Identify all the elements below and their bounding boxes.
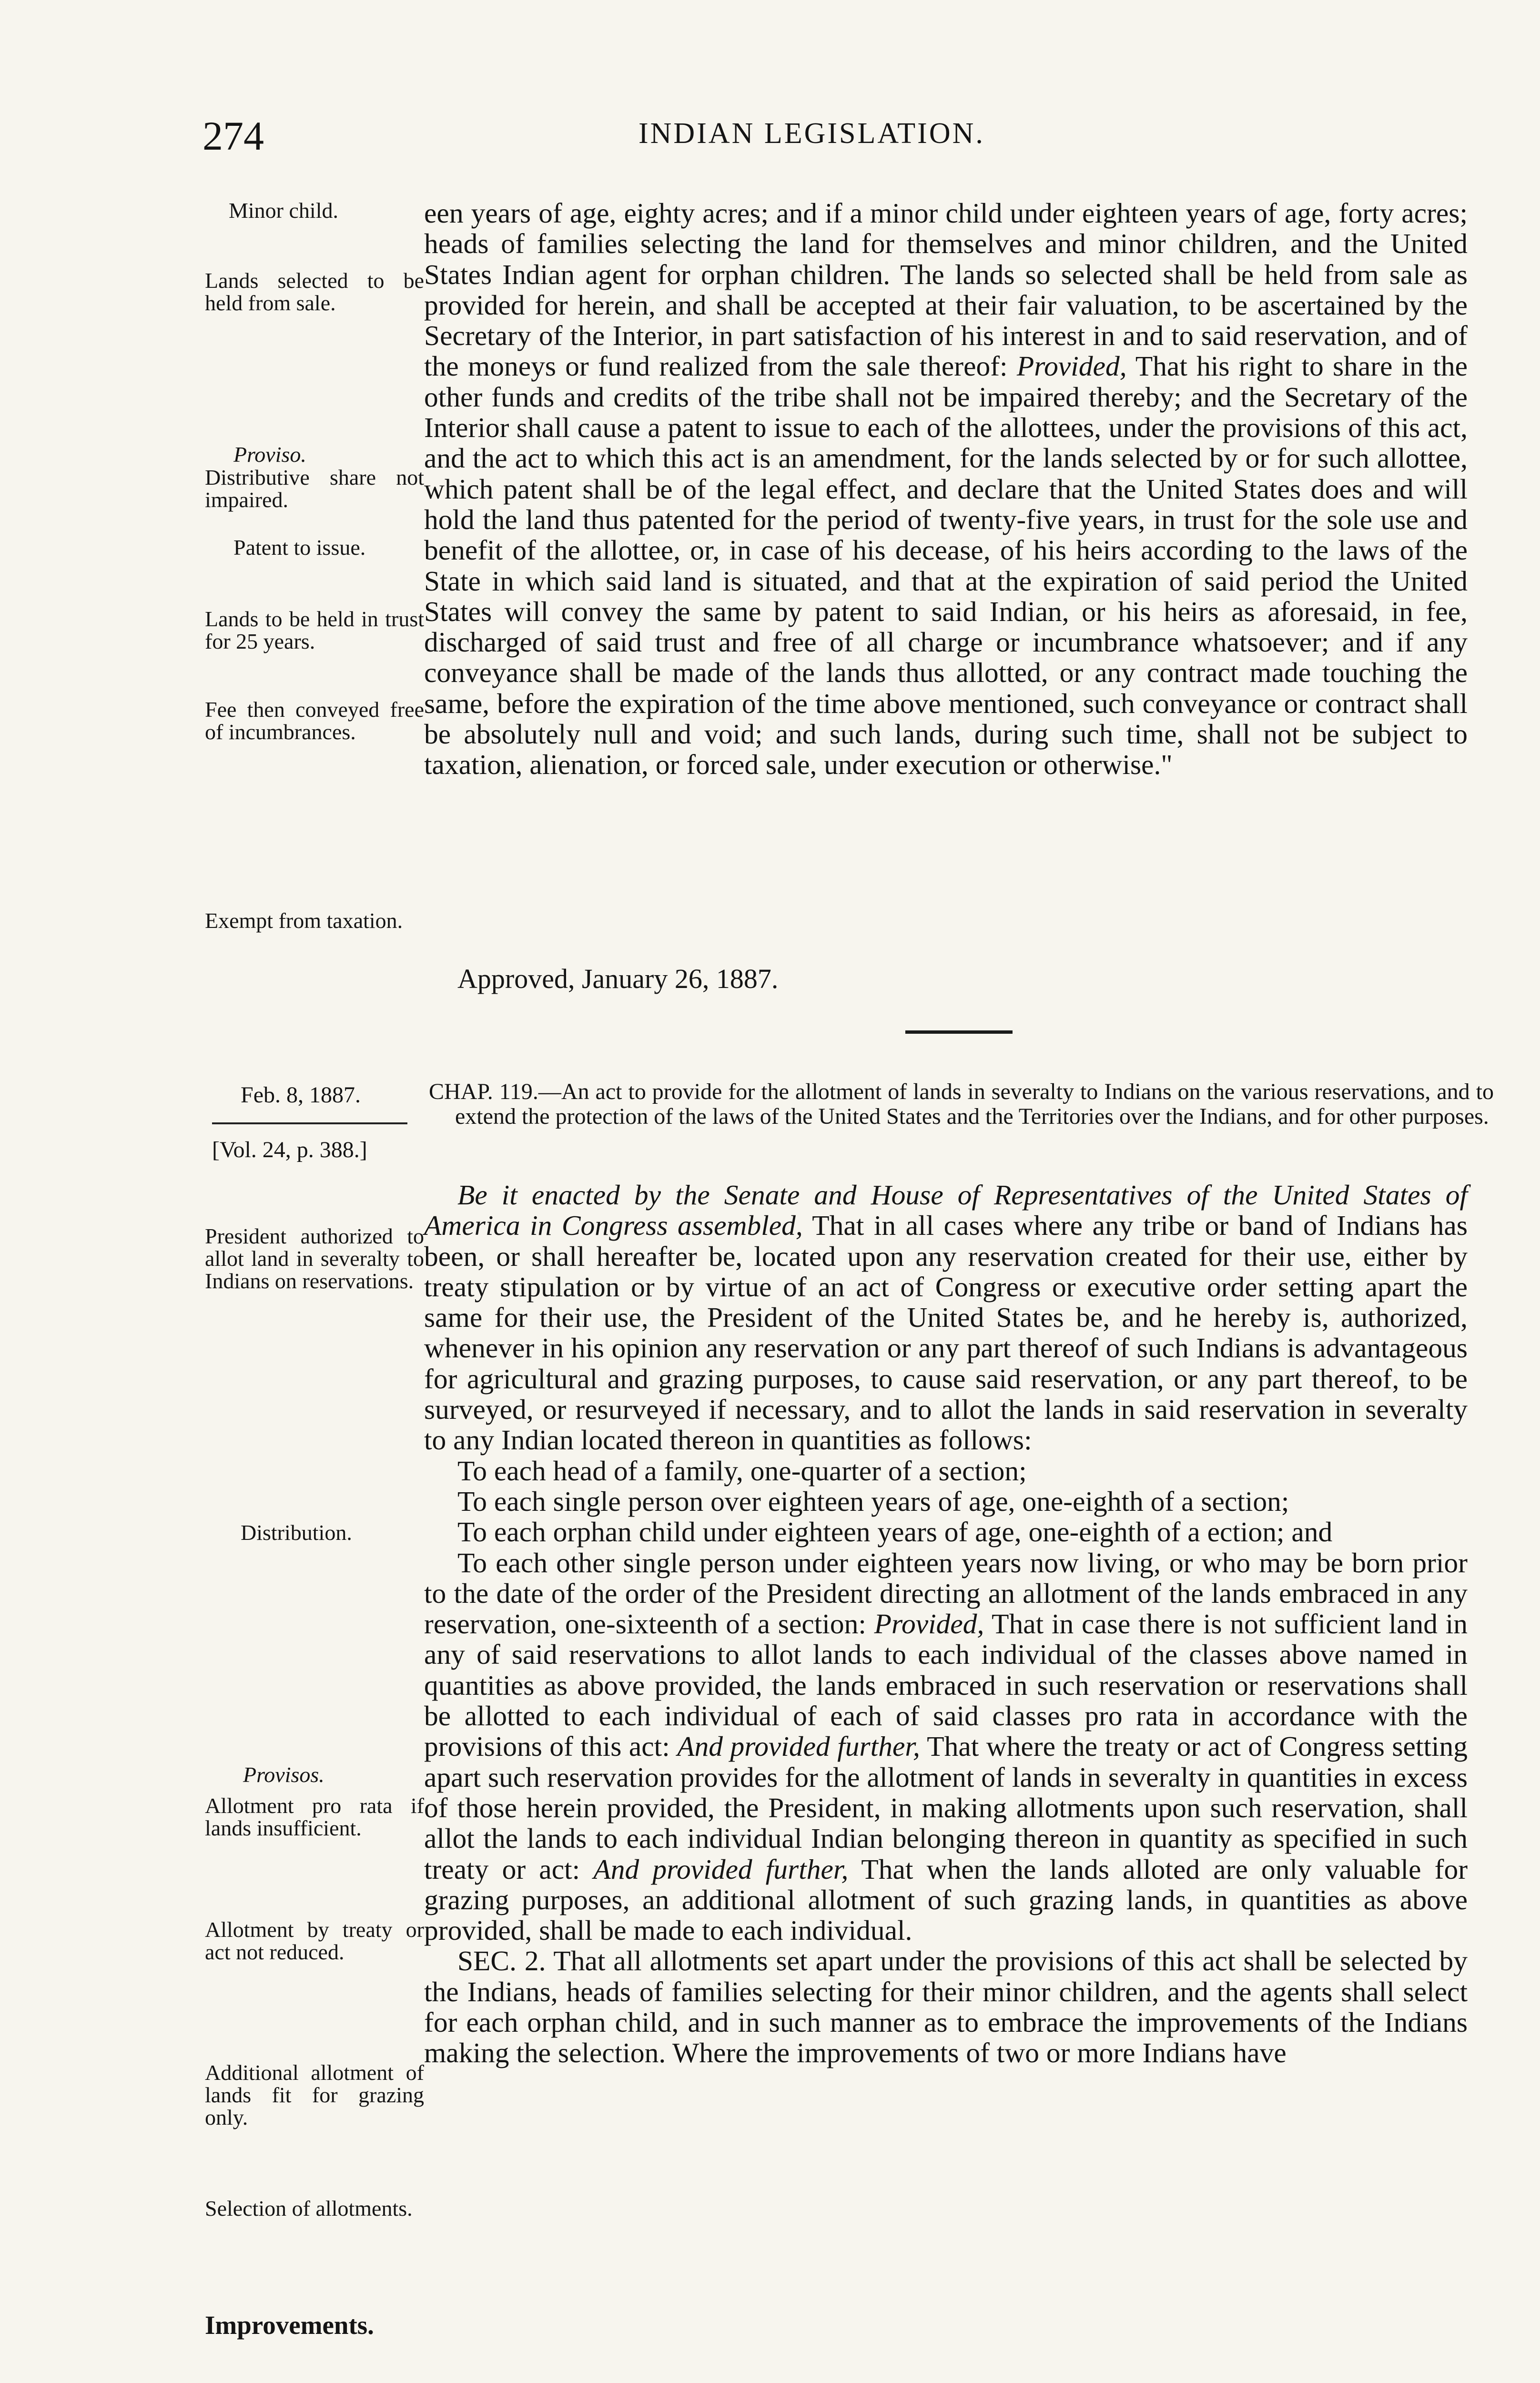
distribution-head-of-family: To each head of a family, one-quarter of a section; [457,1455,1027,1487]
margin-note-allotment-treaty: Allotment by treaty or act not reduced. [205,1917,424,1964]
margin-note-allotment-pro-rata: Allotment pro rata if lands insufficient. [205,1793,424,1840]
enacting-clause: Be it enacted by the Senate and House of Representatives of the United States of America in Congress assembled, [424,1179,1468,1242]
margin-note-president: President authorized to allot land in severalty to Indians on reservations. [205,1224,424,1293]
section-1-text [424,198,1468,780]
margin-note-exempt: Exempt from taxation. [205,908,403,933]
margin-note-lands-trust: Lands to be held in trust for 25 years. [205,607,424,653]
chapter-heading: CHAP. 119.—An act to provide for the allotment of lands in severalty to Indians on the various reservations, and to extend the protection of the laws of the United States and the Territories over the Indians, and for other purposes. [429,1079,1494,1129]
section-label: SEC. 2. [457,1945,546,1977]
paragraph-text: That all allotments set apart under the provisions of this act shall be selected by the Indians, heads of families selecting for their minor children, and the agents shall select for each orphan child, and in such manner as to embrace the improvements of the Indians making the selection. Where the improvements of two or more Indians have [424,1945,1468,2069]
margin-note-patent: Patent to issue. [233,535,366,560]
chapter-margin-rule [212,1122,407,1124]
section-divider [905,1030,1013,1034]
margin-note-selection: Selection of allotments. [205,2196,413,2220]
distribution-single-person: To each single person over eighteen years of age, one-eighth of a section; [457,1485,1289,1517]
paragraph-text: That in all cases where any tribe or band of Indians has been, or shall hereafter be, located upon any reservation created for their use, either by treaty stipulation or by virtue of an act of Congress or executive order setting apart the same for their use, the President of the United States be, and he hereby is, authorized, whenever in his opinion any reservation or any part thereof of such Indians is advantageous for agricultural and grazing purposes, to cause said reservation, or any part thereof, to be surveyed, or resurveyed if necessary, and to allot the lands in said reservation in severalty to any Indian located thereon in quantities as follows: [424,1210,1468,1456]
margin-note-fee: Fee then conveyed free of incumbrances. [205,697,424,744]
margin-note-distribution: Distribution. [241,1520,352,1545]
proviso-word: And provided further, [677,1731,920,1762]
proviso-word: Provided, [1016,350,1127,382]
page-header [0,112,1540,169]
distribution-other: To each other single person under eighteen years now living, or who may be born prior to the date of the order of the President directing an allotment of the lands embraced in any reservation, one-sixteenth of a section: [424,1547,1468,1640]
approved-date: Approved, January 26, 1887. [457,963,779,994]
margin-note-additional: Additional allotment of lands fit for grazing only. [205,2060,424,2129]
section-2-text [424,1180,1468,2068]
margin-note-distributive: Distributive share not impaired. [205,465,424,512]
paragraph-text: That where the treaty or act of Congress setting apart such reservation provides for the allotment of lands in severalty in quantities in excess of those herein provided, the President, in making allotments upon such reservation, shall allot the lands to each individual Indian belonging thereon in quantity as specified in such treaty or act: [424,1731,1468,1885]
margin-note-improvements: Improvements. [205,2311,374,2340]
paragraph-text: That in case there is not sufficient land in any of said reservations to allot lands to each individual of the classes above named in quantities as above provided, the lands embraced in such reservation or reservations shall be allotted to each individual of each of said classes pro rata in accordance with the provisions of this act: [424,1608,1468,1762]
proviso-word: And provided further, [593,1853,849,1885]
paragraph-text: een years of age, eighty acres; and if a minor child under eighteen years of age, forty acres; heads of families selecting the land for themselves and minor children, and the United States Indian agent for orphan children. The lands so selected shall be held from sale as provided for herein, and shall be accepted at their fair valuation, to be ascertained by the Secretary of the Interior, in part satisfaction of his interest in and to said reservation, and of the moneys or fund realized from the sale thereof: [424,197,1468,382]
margin-note-proviso: Proviso. [233,442,306,467]
margin-note-minor-child: Minor child. [229,198,338,223]
paragraph-text: That his right to share in the other funds and credits of the tribe shall not be impaired thereby; and the Secretary of the Interior shall cause a patent to issue to each of the allottees, under the provisions of this act, and the act to which this act is an amendment, for the lands selected by or for such allottee, which patent shall be of the legal effect, and declare that the United States does and will hold the land thus patented for the period of twenty-five years, in trust for the sole use and benefit of the allottee, or, in case of his decease, of his heirs according to the laws of the State in which said land is situated, and that at the expiration of said period the United States will convey the same by patent to said Indian, or his heirs as aforesaid, in fee, discharged of said trust and free of all charge or incumbrance whatsoever; and if any conveyance shall be made of the lands thus allotted, or any contract made touching the same, before the expiration of the time above mentioned, such conveyance or contract shall be absolutely null and void; and such lands, during such time, shall not be subject to taxation, alienation, or forced sale, under execution or otherwise." [424,350,1468,781]
proviso-word: Provided, [874,1608,984,1640]
page-number: 274 [203,113,264,159]
margin-note-lands-selected: Lands selected to be held from sale. [205,268,424,315]
distribution-orphan: To each orphan child under eighteen years of age, one-eighth of a ection; and [457,1516,1333,1548]
margin-note-provisos: Provisos. [243,1762,324,1787]
running-head: INDIAN LEGISLATION. [638,117,985,150]
chapter-date: Feb. 8, 1887. [241,1082,361,1108]
paragraph-text: That when the lands alloted are only valuable for grazing purposes, an additional allotment of such grazing lands, in quantities as above provided, shall be made to each individual. [424,1853,1468,1946]
chapter-volume: [Vol. 24, p. 388.] [212,1137,367,1162]
